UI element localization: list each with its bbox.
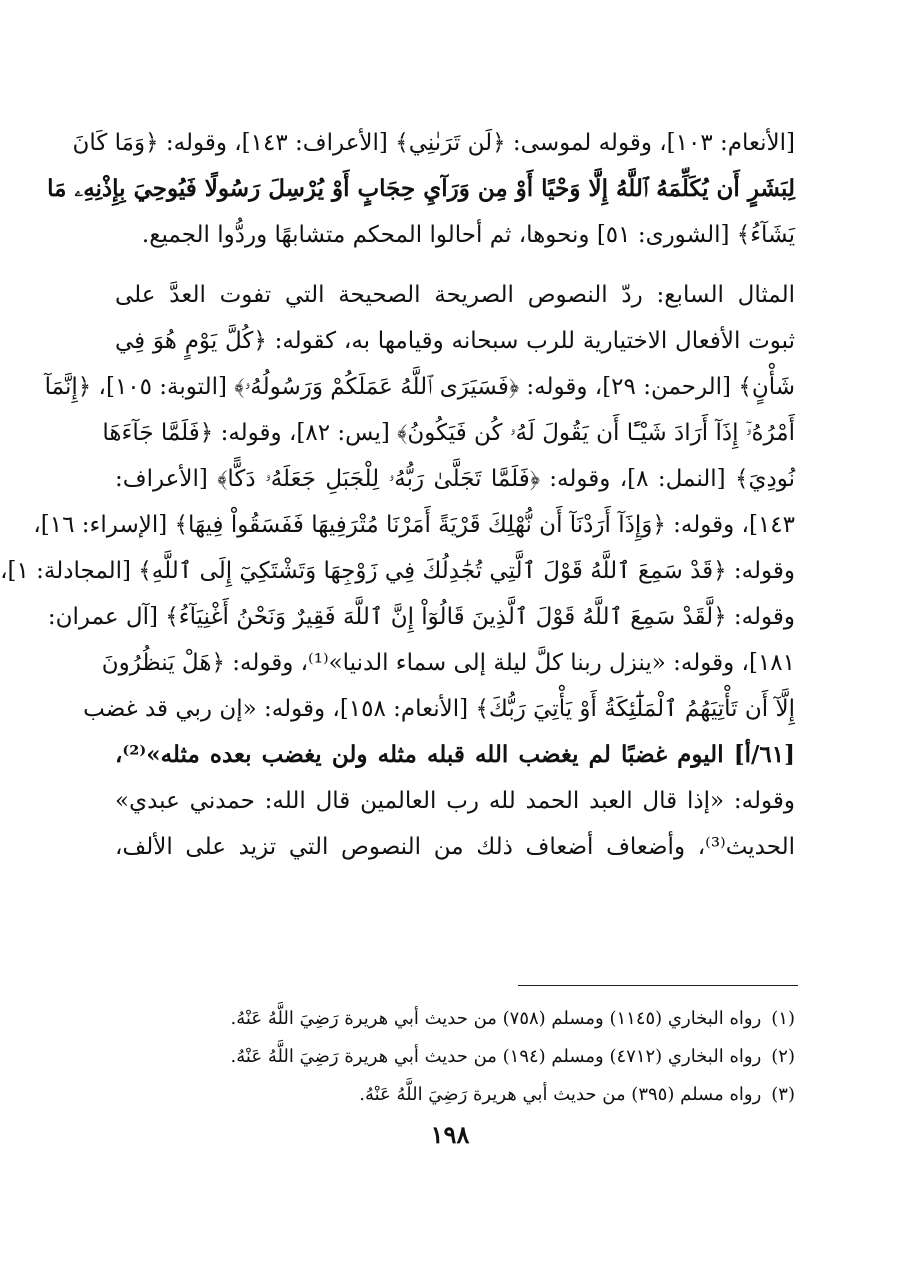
text-line: وقوله: ﴿قَدْ سَمِعَ ٱللَّهُ قَوْلَ ٱلَّتِي تُجَٰدِلُكَ فِي زَوْجِهَا وَتَشْتَكِيٓ إِلَى ٱللَّهِ﴾ [المجادلة: ١]، [0,558,795,584]
footnote [115,1000,795,1038]
text-line: لِبَشَرٍ أَن يُكَلِّمَهُ ٱللَّهُ إِلَّا وَحْيًا أَوْ مِن وَرَآيِ حِجَابٍ أَوْ يُرْسِلَ رَسُولًا فَيُوحِيَ بِإِذْنِهِۦ مَا [47,175,795,202]
text-line: نُودِيَ﴾ [النمل: ٨]، وقوله: ﴿فَلَمَّا تَجَلَّىٰ رَبُّهُۥ لِلْجَبَلِ جَعَلَهُۥ دَكًّا﴾ [الأعراف: [115,466,795,492]
text-line: [الأنعام: ١٠٣]، وقوله لموسى: ﴿لَن تَرَىٰنِي﴾ [الأعراف: ١٤٣]، وقوله: ﴿وَمَا كَانَ [72,130,795,156]
footnote-number: (٣) [771,1084,795,1105]
text-line: [٦١/أ] اليوم غضبًا لم يغضب الله قبله مثله ولن يغضب بعده مثله»⁽²⁾، [115,741,795,768]
text-line: الحديث⁽³⁾، وأضعاف أضعاف ذلك من النصوص التي تزيد على الألف، [115,834,795,860]
text-line: أَمْرُهُۥٓ إِذَآ أَرَادَ شَيْـًٔا أَن يَقُولَ لَهُۥ كُن فَيَكُونُ﴾ [يس: ٨٢]، وقوله: ﴿فَلَمَّا جَآءَهَا [102,420,795,446]
text-line: ثبوت الأفعال الاختيارية للرب سبحانه وقيامها به، كقوله: ﴿كُلَّ يَوْمٍ هُوَ فِي [115,328,795,354]
footnote [115,1076,795,1114]
text-line: شَأْنٍ﴾ [الرحمن: ٢٩]، وقوله: ﴿فَسَيَرَى ٱللَّهُ عَمَلَكُمْ وَرَسُولُهُۥ﴾ [التوبة: ١٠٥]، ﴿إِنَّمَآ [44,374,795,400]
text-line: وقوله: «إذا قال العبد الحمد لله رب العالمين قال الله: حمدني عبدي» [115,788,795,814]
footnote-number: (١) [771,1008,795,1029]
text-line: إِلَّآ أَن تَأْتِيَهُمُ ٱلْمَلَٰٓئِكَةُ أَوْ يَأْتِيَ رَبُّكَ﴾ [الأنعام: ١٥٨]، وقوله: «إن ربي قد غضب [83,696,795,722]
text-line: وقوله: ﴿لَّقَدْ سَمِعَ ٱللَّهُ قَوْلَ ٱلَّذِينَ قَالُوٓاْ إِنَّ ٱللَّهَ فَقِيرٌ وَنَحْنُ أَغْنِيَآءُ﴾ [آل عمران: [47,604,795,630]
footnote [115,1038,795,1076]
footnote-number: (٢) [771,1046,795,1067]
footnote-separator [518,985,798,986]
footnote-text: رواه البخاري (٤٧١٢) ومسلم (١٩٤) من حديث أبي هريرة رَضِيَ اللَّهُ عَنْهُ. [230,1046,762,1067]
footnotes [115,1000,795,1114]
text-line: المثال السابع: ردّ النصوص الصريحة الصحيحة التي تفوت العدَّ على [115,282,795,308]
text-line: يَشَآءُ﴾ [الشورى: ٥١] ونحوها، ثم أحالوا المحكم متشابهًا وردُّوا الجميع. [141,222,795,248]
page-number: ١٩٨ [430,1120,470,1149]
text-line: ١٨١]، وقوله: «ينزل ربنا كلَّ ليلة إلى سماء الدنيا»⁽¹⁾، وقوله: ﴿هَلْ يَنظُرُونَ [101,650,795,676]
paragraph-gap [115,258,795,272]
footnote-text: رواه مسلم (٣٩٥) من حديث أبي هريرة رَضِيَ اللَّهُ عَنْهُ. [359,1084,762,1105]
footnote-text: رواه البخاري (١١٤٥) ومسلم (٧٥٨) من حديث أبي هريرة رَضِيَ اللَّهُ عَنْهُ. [230,1008,762,1029]
text-line: ١٤٣]، وقوله: ﴿وَإِذَآ أَرَدْنَآ أَن نُّهْلِكَ قَرْيَةً أَمَرْنَا مُتْرَفِيهَا فَفَسَقُواْ فِيهَا﴾ [الإسراء: ١٦]، [33,512,795,538]
body-text [0,120,795,870]
